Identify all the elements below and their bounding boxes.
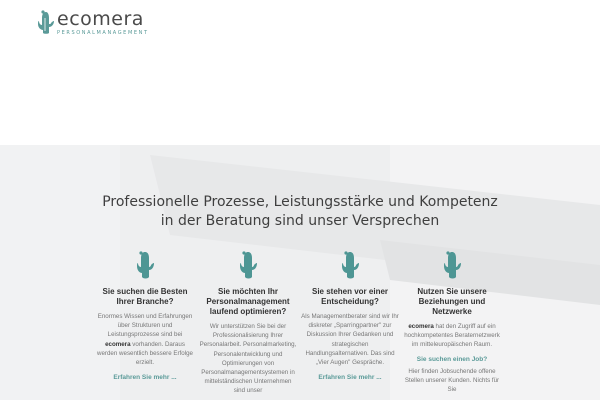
cactus-icon [238,250,258,280]
column-body-secondary: Hier finden Jobsuchende offene Stellen unserer Kunden. Nichts für Sie [404,367,500,394]
cactus-logo-icon [38,9,54,35]
promise-section [0,145,600,400]
feature-column-network [402,250,502,394]
cactus-icon [135,250,155,280]
column-body-text: Enormes Wissen und Erfahrungen über Strukturen und Leistungsprozesse sind bei [97,313,193,339]
learn-more-link[interactable]: Erfahren Sie mehr ... [113,374,177,382]
column-title: Sie möchten Ihr Personalmanagement laufend optimieren? [206,287,290,316]
column-title: Nutzen Sie unsere Beziehungen und Netzwerke [417,287,487,316]
feature-column-best [95,250,195,382]
cactus-icon [340,250,360,280]
brand-tagline: PERSONALMANAGEMENT [57,30,149,36]
feature-column-optimize [198,250,298,396]
column-body: Als Managementberater sind wir Ihr diskreter „Sparringpartner" zur Diskussion Ihrer Gedanken und strategischen Handlungsalternativen. Das sind „Vier Augen" Gespräche. [301,313,399,367]
column-body-text: vorhanden. Daraus werden wesentlich bessere Erfolge erzielt. [97,340,193,367]
column-title: Sie suchen die Besten Ihrer Branche? [102,287,188,306]
brand-mention: ecomera [408,323,434,330]
cactus-icon [442,250,462,280]
column-body: Wir unterstützen Sie bei der Professionalisierung Ihrer Personalarbeit. Personalmarketing, Personalentwicklung und Optimierungen von Personalmanagementsystemen in mittelständischen Unternehmen sind unser [199,323,297,395]
job-search-heading: Sie suchen einen Job? [416,355,488,363]
learn-more-link[interactable]: Erfahren Sie mehr ... [318,374,382,382]
column-body [95,312,195,367]
site-header [0,0,600,145]
column-body [402,322,502,350]
brand-mention: ecomera [105,340,131,348]
brand-name: ecomera [57,8,144,30]
column-body-text: hat den Zugriff auf ein hochkompetentes Beraternetzwerk im mitteleuropäischen Raum. [404,323,500,349]
logo[interactable] [38,9,149,36]
section-headline: Professionelle Prozesse, Leistungsstärke und Kompetenz in der Beratung sind unser Versprechen [102,194,498,229]
feature-column-decision [300,250,400,382]
column-title: Sie stehen vor einer Entscheidung? [311,287,389,306]
